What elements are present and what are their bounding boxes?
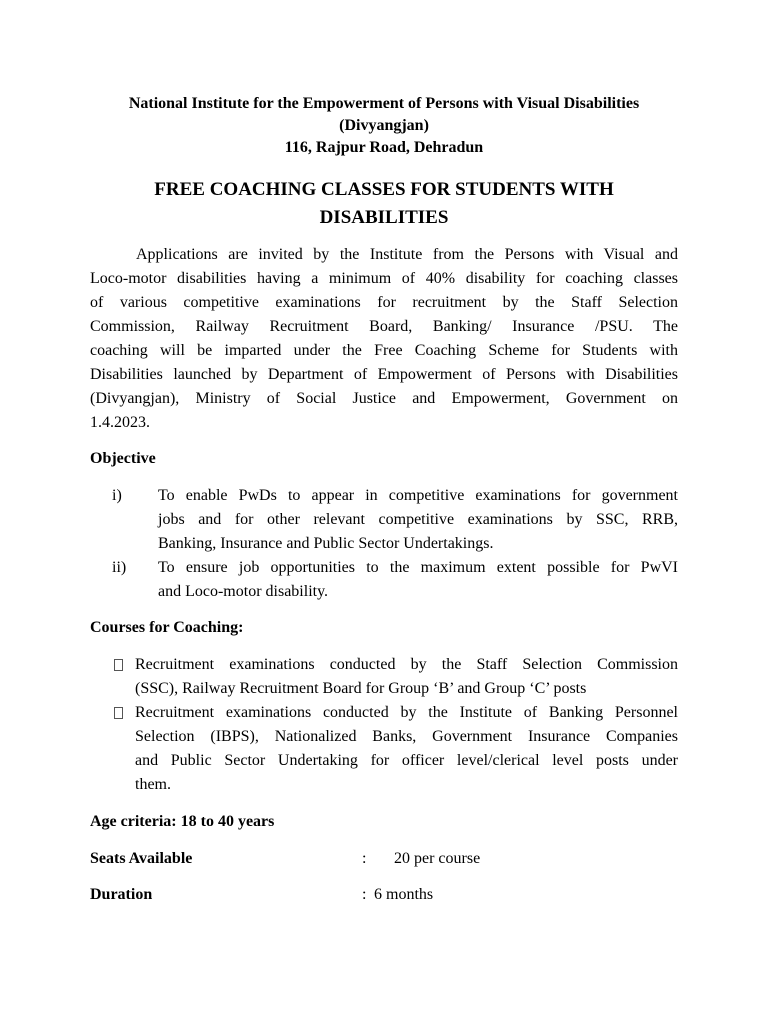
page-title: [0, 176, 768, 232]
intro-line: 1.4.2023.: [90, 414, 150, 431]
list-item-line: To ensure job opportunities to the maximum extent possible for PwVI: [158, 559, 678, 576]
list-item-line: them.: [135, 776, 171, 793]
list-item-text: [158, 556, 678, 604]
list-item-number: ii): [112, 559, 127, 576]
intro-line: Applications are invited by the Institute from the Persons with Visual and: [136, 246, 678, 263]
title-line: DISABILITIES: [319, 207, 449, 228]
intro-line: Loco-motor disabilities having a minimum of 40% disability for coaching classes: [90, 270, 678, 287]
list-item: [90, 701, 678, 797]
seats-row: [90, 847, 678, 871]
intro-line: Disabilities launched by Department of Empowerment of Persons with Disabilities: [90, 366, 678, 383]
list-item-number: i): [112, 487, 122, 504]
list-item-line: and Public Sector Undertaking for officer level/clerical level posts under: [135, 752, 678, 769]
list-item: [90, 653, 678, 701]
intro-line: Commission, Railway Recruitment Board, Banking/ Insurance /PSU. The: [90, 318, 678, 335]
list-item-line: Recruitment examinations conducted by the Institute of Banking Personnel: [135, 704, 678, 721]
list-item-line: Banking, Insurance and Public Sector Undertakings.: [158, 535, 494, 552]
list-item-text: [135, 701, 678, 797]
intro-paragraph: [90, 243, 678, 435]
intro-line: of various competitive examinations for recruitment by the Staff Selection: [90, 294, 678, 311]
seats-value: 20 per course: [394, 850, 481, 867]
list-item-text: [135, 653, 678, 701]
list-item-line: Recruitment examinations conducted by the Staff Selection Commission: [135, 656, 678, 673]
list-item-line: jobs and for other relevant competitive examinations by SSC, RRB,: [158, 511, 678, 528]
age-criteria: Age criteria: 18 to 40 years: [90, 813, 275, 830]
courses-heading: Courses for Coaching:: [90, 619, 244, 636]
list-item: [90, 556, 678, 604]
list-item-text: [158, 484, 678, 556]
duration-colon: :: [362, 886, 367, 903]
list-item-line: (SSC), Railway Recruitment Board for Group ‘B’ and Group ‘C’ posts: [135, 680, 587, 697]
duration-row: [90, 883, 678, 907]
title-line: FREE COACHING CLASSES FOR STUDENTS WITH: [154, 179, 614, 200]
bullet-icon: [114, 707, 123, 719]
seats-colon: :: [362, 850, 367, 867]
list-item-line: To enable PwDs to appear in competitive examinations for government: [158, 487, 678, 504]
objective-list: [90, 484, 678, 604]
bullet-icon: [114, 659, 123, 671]
list-item: [90, 484, 678, 556]
institute-name: National Institute for the Empowerment of Persons with Visual Disabilities: [128, 95, 640, 112]
intro-line: (Divyangjan), Ministry of Social Justice and Empowerment, Government on: [90, 390, 678, 407]
institute-suffix: (Divyangjan): [339, 117, 429, 134]
seats-label: Seats Available: [90, 850, 193, 867]
duration-value: 6 months: [374, 886, 434, 903]
intro-line: coaching will be imparted under the Free Coaching Scheme for Students with: [90, 342, 678, 359]
duration-label: Duration: [90, 886, 153, 903]
list-item-line: Selection (IBPS), Nationalized Banks, Government Insurance Companies: [135, 728, 678, 745]
objective-heading: Objective: [90, 450, 156, 467]
courses-list: [90, 653, 678, 797]
institute-header: [0, 93, 768, 159]
institute-address: 116, Rajpur Road, Dehradun: [284, 139, 484, 156]
list-item-line: and Loco-motor disability.: [158, 583, 329, 600]
